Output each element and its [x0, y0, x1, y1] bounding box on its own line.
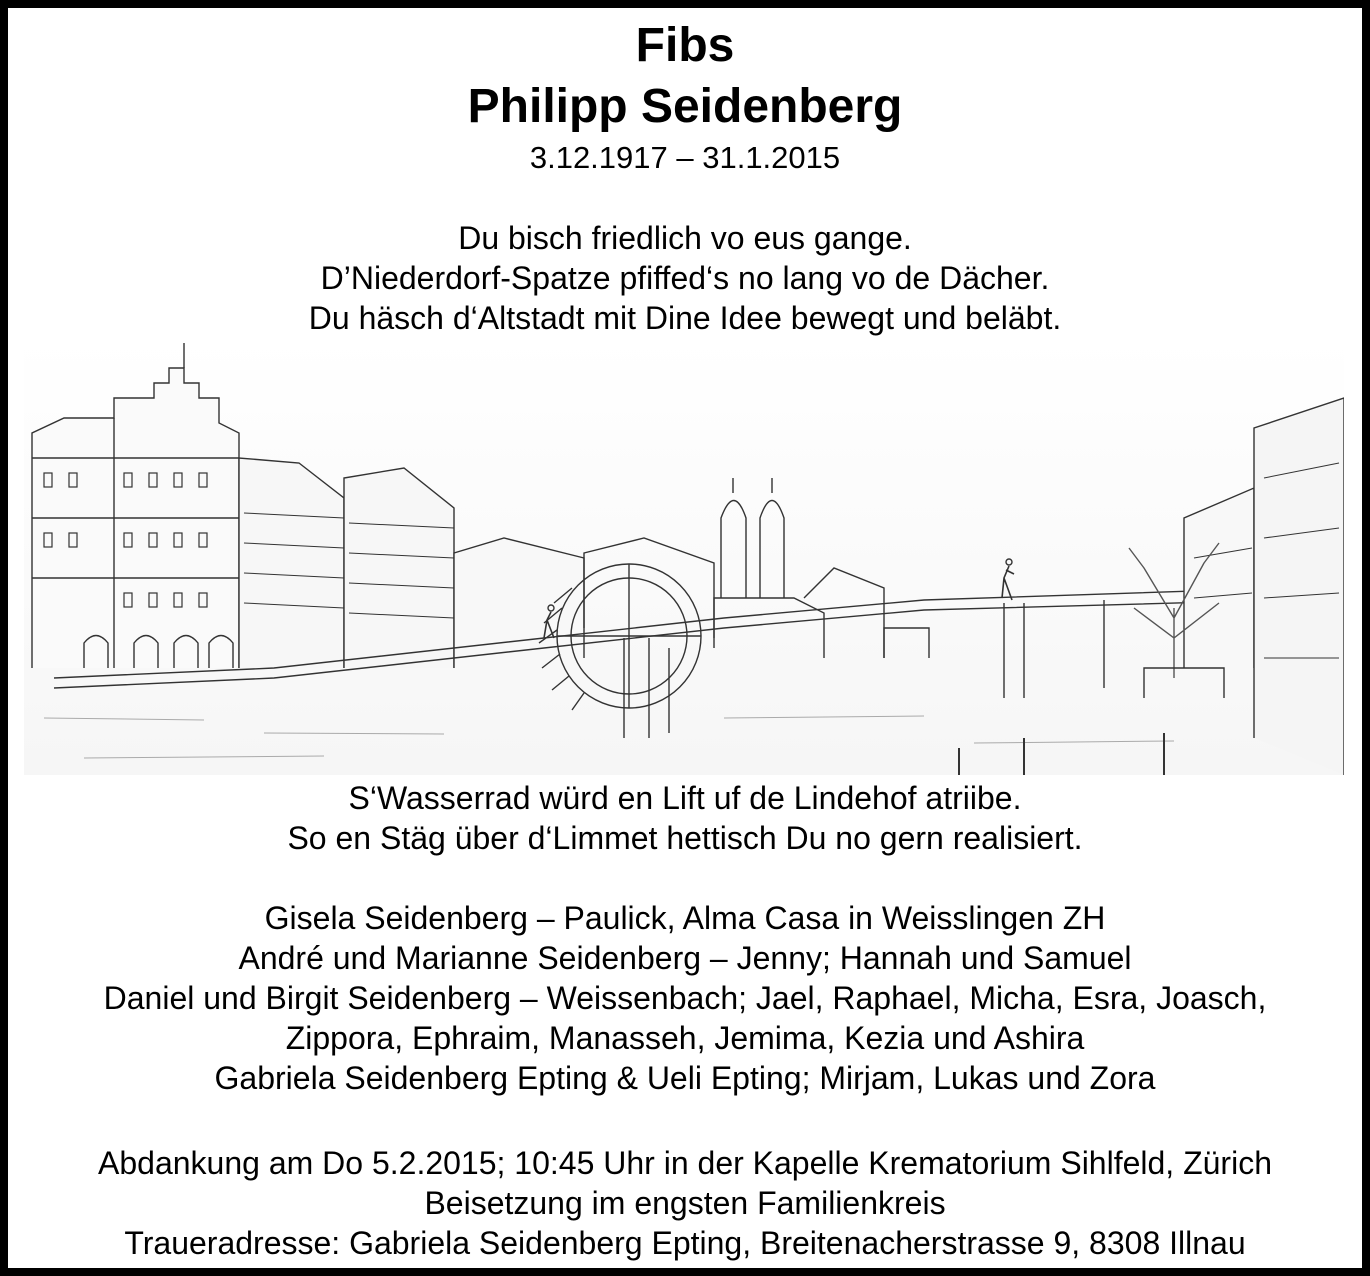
obituary-content: [8, 8, 1362, 1268]
service-line: Traueradresse: Gabriela Seidenberg Epting, Breitenacherstrasse 9, 8308 Illnau: [124, 1225, 1246, 1261]
service-info: [8, 1143, 1362, 1263]
service-line: Beisetzung im engsten Familienkreis: [424, 1185, 946, 1221]
service-line: Abdankung am Do 5.2.2015; 10:45 Uhr in der Kapelle Krematorium Sihlfeld, Zürich: [98, 1145, 1272, 1181]
name-heading: Philipp Seidenberg: [467, 80, 903, 133]
verse-line: Du bisch friedlich vo eus gange.: [458, 220, 912, 256]
family-list: [8, 898, 1362, 1098]
verse-line: Du häsch d‘Altstadt mit Dine Idee bewegt und beläbt.: [308, 300, 1062, 336]
family-line: Gisela Seidenberg – Paulick, Alma Casa in Weisslingen ZH: [264, 900, 1106, 936]
verse-block-2: [8, 778, 1362, 858]
family-line: Daniel und Birgit Seidenberg – Weissenbach; Jael, Raphael, Micha, Esra, Joasch,: [103, 980, 1267, 1016]
verse-line: So en Stäg über d‘Limmet hettisch Du no gern realisiert.: [287, 820, 1083, 856]
zurich-limmat-sketch-illustration: [24, 338, 1344, 775]
family-line: Gabriela Seidenberg Epting & Ueli Epting; Mirjam, Lukas und Zora: [214, 1060, 1156, 1096]
verse-line: D’Niederdorf-Spatze pfiffed‘s no lang vo de Dächer.: [320, 260, 1050, 296]
verse-block-1: [8, 218, 1362, 338]
family-line: André und Marianne Seidenberg – Jenny; Hannah und Samuel: [238, 940, 1132, 976]
verse-line: S‘Wasserrad würd en Lift uf de Lindehof atriibe.: [348, 780, 1022, 816]
life-dates: 3.12.1917 – 31.1.2015: [529, 140, 841, 175]
family-line: Zippora, Ephraim, Manasseh, Jemima, Kezia und Ashira: [285, 1020, 1085, 1056]
nickname-heading: Fibs: [635, 19, 735, 72]
